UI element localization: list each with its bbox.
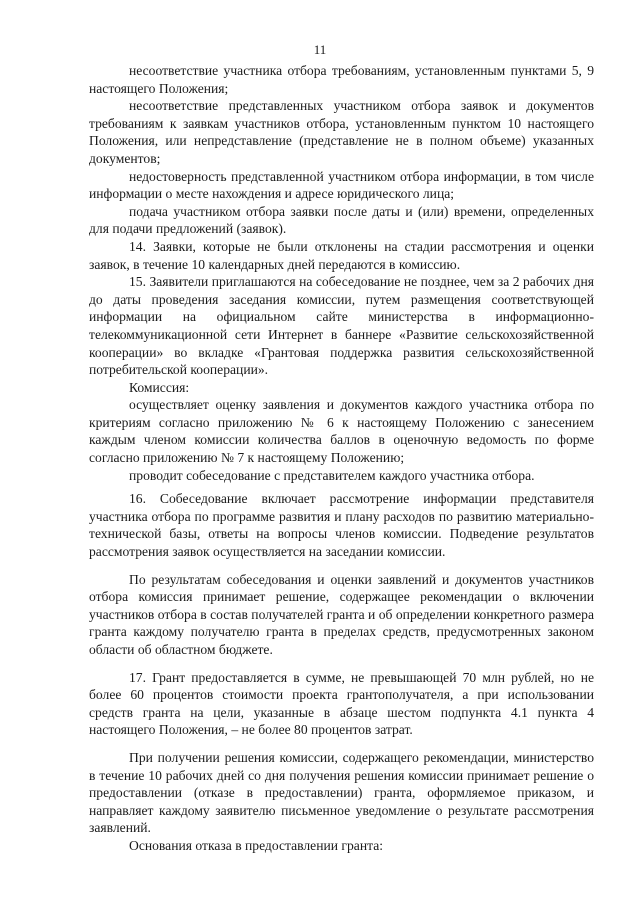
paragraph: осуществляет оценку заявления и документов каждого участника отбора по критериям согласно приложению № 6 к настоящему Положению с занесением каждым членом комиссии количества баллов в оценочную ведомость по форме согласно приложению № 7 к настоящему Положению; [89,397,594,466]
paragraph: подача участником отбора заявки после даты и (или) времени, определенных для подачи предложений (заявок). [89,203,594,237]
document-body [89,62,594,855]
paragraph: 14. Заявки, которые не были отклонены на стадии рассмотрения и оценки заявок, в течение 10 календарных дней передаются в комиссию. [89,238,594,272]
paragraph: По результатам собеседования и оценки заявлений и документов участников отбора комиссия принимает решение, содержащее рекомендации о включении участников отбора в состав получателей гранта и об определении конкретного размера гранта каждому получателю гранта в пределах средств, предусмотренных законом области об областном бюджете. [89,571,594,657]
paragraph: Основания отказа в предоставлении гранта: [129,837,384,853]
paragraph: недостоверность представленной участником отбора информации, в том числе информации о месте нахождения и адресе юридического лица; [89,168,594,202]
paragraph: проводит собеседование с представителем каждого участника отбора. [129,467,535,483]
page-number: 11 [313,42,327,57]
paragraph: Комиссия: [129,379,190,395]
paragraph: 15. Заявители приглашаются на собеседование не позднее, чем за 2 рабочих дня до даты проведения заседания комиссии, путем размещения соответствующей информации на официальном сайте министерства в информационно-телекоммуникационной сети Интернет в баннере «Развитие сельскохозяйственной кооперации» во вкладке «Грантовая поддержка развития сельскохозяйственной потребительской кооперации». [89,274,594,378]
paragraph: При получении решения комиссии, содержащего рекомендации, министерство в течение 10 рабочих дней со дня получения решения комиссии принимает решение о предоставлении (отказе в предоставлении) гранта, оформляемое приказом, и направляет каждому заявителю письменное уведомление о результате рассмотрения заявлений. [89,749,594,836]
paragraph: несоответствие представленных участником отбора заявок и документов требованиям к заявкам участников отбора, установленным пунктом 10 настоящего Положения, или непредставление (представление не в полном объеме) указанных документов; [89,98,594,166]
paragraph: несоответствие участника отбора требованиям, установленным пунктами 5, 9 настоящего Положения; [89,63,594,96]
paragraph: 17. Грант предоставляется в сумме, не превышающей 70 млн рублей, но не более 60 процентов стоимости проекта грантополучателя, а при использовании средств гранта на цели, указанные в абзаце шестом подпункта 4.1 пункта 4 настоящего Положения, – не более 80 процентов затрат. [89,669,594,738]
paragraph: 16. Собеседование включает рассмотрение информации представителя участника отбора по программе развития и плану расходов по развитию материально-технической базы, ответы на вопросы членов комиссии. Подведение результатов рассмотрения заявок осуществляется на заседании комиссии. [89,491,594,560]
